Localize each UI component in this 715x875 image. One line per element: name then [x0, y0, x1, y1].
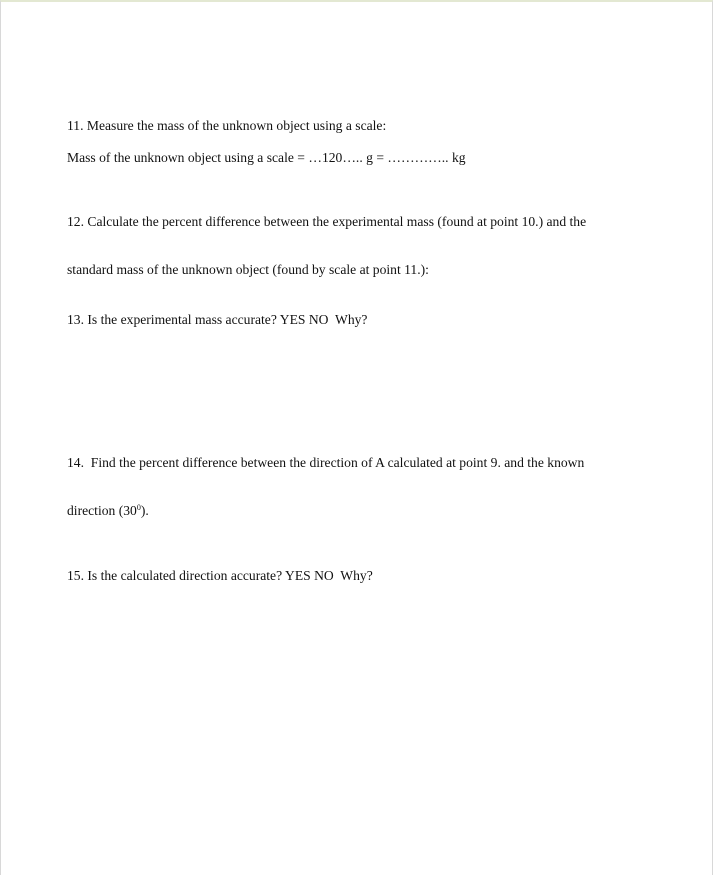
question-14-line-2 [67, 503, 627, 519]
question-14-line-1: 14. Find the percent difference between the direction of A calculated at point 9. and the known [67, 455, 585, 470]
question-14 [67, 423, 627, 551]
question-14-direction-text: direction (30 [67, 503, 137, 518]
question-13: 13. Is the experimental mass accurate? YES NO Why? [67, 312, 368, 327]
question-11: 11. Measure the mass of the unknown object using a scale: [67, 118, 387, 133]
question-14-direction-end: ). [140, 503, 149, 518]
question-12-line-2: standard mass of the unknown object (found by scale at point 11.): [67, 262, 429, 277]
question-12 [67, 182, 627, 310]
mass-measurement-line: Mass of the unknown object using a scale = …120….. g = ………….. kg [67, 150, 466, 165]
question-12-line-1: 12. Calculate the percent difference between the experimental mass (found at point 10.) and the [67, 214, 587, 229]
question-15: 15. Is the calculated direction accurate? YES NO Why? [67, 568, 373, 583]
degree-superscript: 0 [136, 503, 141, 512]
